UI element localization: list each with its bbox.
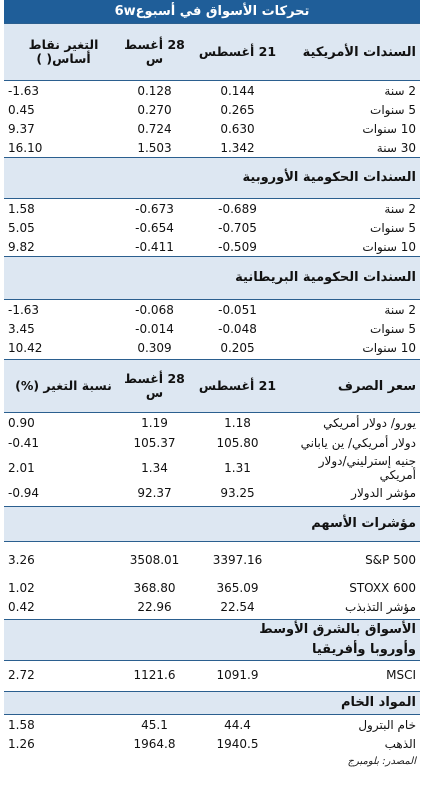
value-change: -0.94 bbox=[8, 486, 40, 500]
equities-label: مؤشرات الأسهم bbox=[311, 516, 416, 531]
value-date-b: 45.1 bbox=[141, 717, 168, 732]
value-change: 2.01 bbox=[8, 461, 35, 475]
value-date-b: 1.34 bbox=[141, 461, 168, 475]
row-label: الذهب bbox=[384, 736, 416, 751]
value-change: 9.37 bbox=[8, 121, 35, 136]
row-label: 5 سنوات bbox=[370, 321, 416, 336]
value-date-a: 0.205 bbox=[220, 340, 255, 355]
fx-col-date-a: 21 أغسطس bbox=[198, 378, 277, 393]
value-date-b: -0.654 bbox=[135, 220, 174, 235]
value-change: 0.42 bbox=[8, 599, 35, 614]
value-date-a: -0.509 bbox=[218, 239, 257, 254]
table-row bbox=[4, 661, 420, 689]
value-date-a: 105.80 bbox=[216, 436, 259, 450]
value-date-b: 1.19 bbox=[141, 416, 168, 430]
value-change: 1.58 bbox=[8, 717, 35, 732]
row-label: 2 سنة bbox=[384, 302, 416, 317]
value-date-a: 44.4 bbox=[224, 717, 251, 732]
value-change: 3.45 bbox=[8, 321, 35, 336]
uk-bonds-rows bbox=[4, 300, 420, 357]
table-row bbox=[4, 734, 420, 753]
value-date-b: 92.37 bbox=[137, 486, 172, 500]
value-date-b: 22.96 bbox=[137, 599, 172, 614]
value-date-a: 0.144 bbox=[220, 83, 255, 98]
table-row bbox=[4, 597, 420, 616]
value-change: 2.72 bbox=[8, 668, 35, 682]
market-table bbox=[4, 0, 420, 767]
table-row bbox=[4, 319, 420, 338]
row-label: مؤشر الدولار bbox=[351, 486, 416, 500]
value-date-b: 0.309 bbox=[137, 340, 172, 355]
us-bonds-label: السندات الأمريكية bbox=[302, 44, 416, 60]
value-change: 1.58 bbox=[8, 201, 35, 216]
value-date-a: 1091.9 bbox=[216, 668, 259, 682]
value-date-b: 0.724 bbox=[137, 121, 172, 136]
value-change: -1.63 bbox=[8, 302, 40, 317]
table-row bbox=[4, 100, 420, 119]
table-row bbox=[4, 119, 420, 138]
value-date-a: 0.630 bbox=[220, 121, 255, 136]
row-label: 5 سنوات bbox=[370, 102, 416, 117]
value-change: 3.26 bbox=[8, 553, 35, 567]
uk-bonds-label: السندات الحكومية البريطانية bbox=[235, 270, 416, 285]
row-label: MSCI bbox=[386, 668, 416, 682]
value-date-b: 105.37 bbox=[133, 436, 176, 450]
value-date-b: 368.80 bbox=[133, 580, 176, 595]
value-date-a: 365.09 bbox=[216, 580, 259, 595]
row-label: خام البترول bbox=[358, 717, 416, 732]
value-date-b: 1.503 bbox=[137, 140, 172, 155]
eu-bonds-label: السندات الحكومية الأوروبية bbox=[242, 170, 416, 185]
value-date-a: -0.048 bbox=[218, 321, 257, 336]
value-date-b: 1964.8 bbox=[133, 736, 176, 751]
value-date-a: 1.18 bbox=[224, 416, 251, 430]
value-date-a: -0.705 bbox=[218, 220, 257, 235]
col-change: التغير نقاط أساس( ) bbox=[28, 37, 99, 66]
value-date-b: 1121.6 bbox=[133, 668, 176, 682]
mena-header bbox=[4, 619, 420, 661]
commodities-rows bbox=[4, 715, 420, 753]
equities-header bbox=[4, 506, 420, 542]
value-date-a: -0.689 bbox=[218, 201, 257, 216]
eu-bonds-header bbox=[4, 157, 420, 199]
col-date-b: 28 أغسط س bbox=[124, 37, 185, 66]
value-date-b: 0.270 bbox=[137, 102, 172, 117]
table-row bbox=[4, 338, 420, 357]
value-date-a: 1940.5 bbox=[216, 736, 259, 751]
commodities-header bbox=[4, 691, 420, 715]
row-label: مؤشر التذبذب bbox=[345, 599, 416, 614]
us-bonds-header bbox=[4, 23, 420, 81]
fx-col-date-b: 28 أغسط س bbox=[124, 371, 185, 400]
row-label: STOXX 600 bbox=[349, 580, 416, 595]
table-row bbox=[4, 715, 420, 734]
row-label: 10 سنوات bbox=[362, 121, 416, 136]
table-row bbox=[4, 81, 420, 100]
row-label: جنيه إسترليني/دولار أمريكي bbox=[318, 454, 416, 482]
table-row bbox=[4, 433, 420, 453]
fx-col-change: نسبة التغير (%) bbox=[15, 378, 112, 393]
table-row bbox=[4, 199, 420, 218]
table-row bbox=[4, 300, 420, 319]
value-change: -1.63 bbox=[8, 83, 40, 98]
table-row bbox=[4, 237, 420, 256]
value-date-a: 0.265 bbox=[220, 102, 255, 117]
mena-rows bbox=[4, 661, 420, 689]
value-change: 5.05 bbox=[8, 220, 35, 235]
value-date-a: 1.31 bbox=[224, 461, 251, 475]
row-label: 30 سنة bbox=[376, 140, 416, 155]
table-row bbox=[4, 453, 420, 483]
value-date-a: -0.051 bbox=[218, 302, 257, 317]
fx-rows bbox=[4, 413, 420, 503]
row-label: 2 سنة bbox=[384, 201, 416, 216]
row-label: 10 سنوات bbox=[362, 239, 416, 254]
col-date-a: 21 أغسطس bbox=[198, 44, 277, 59]
mena-label: الأسواق بالشرق الأوسط وأوروبا وأفريقيا bbox=[259, 622, 416, 657]
row-label: 5 سنوات bbox=[370, 220, 416, 235]
fx-label: سعر الصرف bbox=[337, 378, 416, 394]
equities-rows bbox=[4, 542, 420, 616]
table-row bbox=[4, 413, 420, 433]
value-date-a: 3397.16 bbox=[212, 553, 263, 567]
eu-bonds-rows bbox=[4, 199, 420, 256]
value-date-a: 22.54 bbox=[220, 599, 255, 614]
commodities-label: المواد الخام bbox=[341, 695, 416, 710]
value-change: 0.45 bbox=[8, 102, 35, 117]
table-row bbox=[4, 218, 420, 237]
value-date-a: 93.25 bbox=[220, 486, 255, 500]
value-change: 1.02 bbox=[8, 580, 35, 595]
value-change: 1.26 bbox=[8, 736, 35, 751]
uk-bonds-header bbox=[4, 256, 420, 300]
fx-header bbox=[4, 359, 420, 413]
value-change: 10.42 bbox=[8, 340, 43, 355]
value-date-a: 1.342 bbox=[220, 140, 255, 155]
table-row bbox=[4, 138, 420, 157]
value-date-b: -0.411 bbox=[135, 239, 174, 254]
source-note: المصدر: بلومبرج bbox=[347, 756, 416, 767]
value-date-b: -0.673 bbox=[135, 201, 174, 216]
row-label: S&P 500 bbox=[365, 553, 416, 567]
table-row bbox=[4, 542, 420, 578]
us-bonds-rows bbox=[4, 81, 420, 157]
row-label: دولار أمريكي/ ين ياباني bbox=[300, 436, 416, 450]
row-label: 10 سنوات bbox=[362, 340, 416, 355]
value-date-b: 3508.01 bbox=[129, 553, 180, 567]
value-change: 9.82 bbox=[8, 239, 35, 254]
table-row bbox=[4, 578, 420, 597]
value-date-b: -0.014 bbox=[135, 321, 174, 336]
value-date-b: -0.068 bbox=[135, 302, 174, 317]
row-label: 2 سنة bbox=[384, 83, 416, 98]
value-change: -0.41 bbox=[8, 436, 40, 450]
row-label: يورو/ دولار أمريكي bbox=[323, 416, 416, 430]
table-row bbox=[4, 483, 420, 503]
table-title: تحركات الأسواق في أسبوع6w bbox=[4, 0, 420, 23]
value-change: 0.90 bbox=[8, 416, 35, 430]
value-change: 16.10 bbox=[8, 140, 43, 155]
value-date-b: 0.128 bbox=[137, 83, 172, 98]
